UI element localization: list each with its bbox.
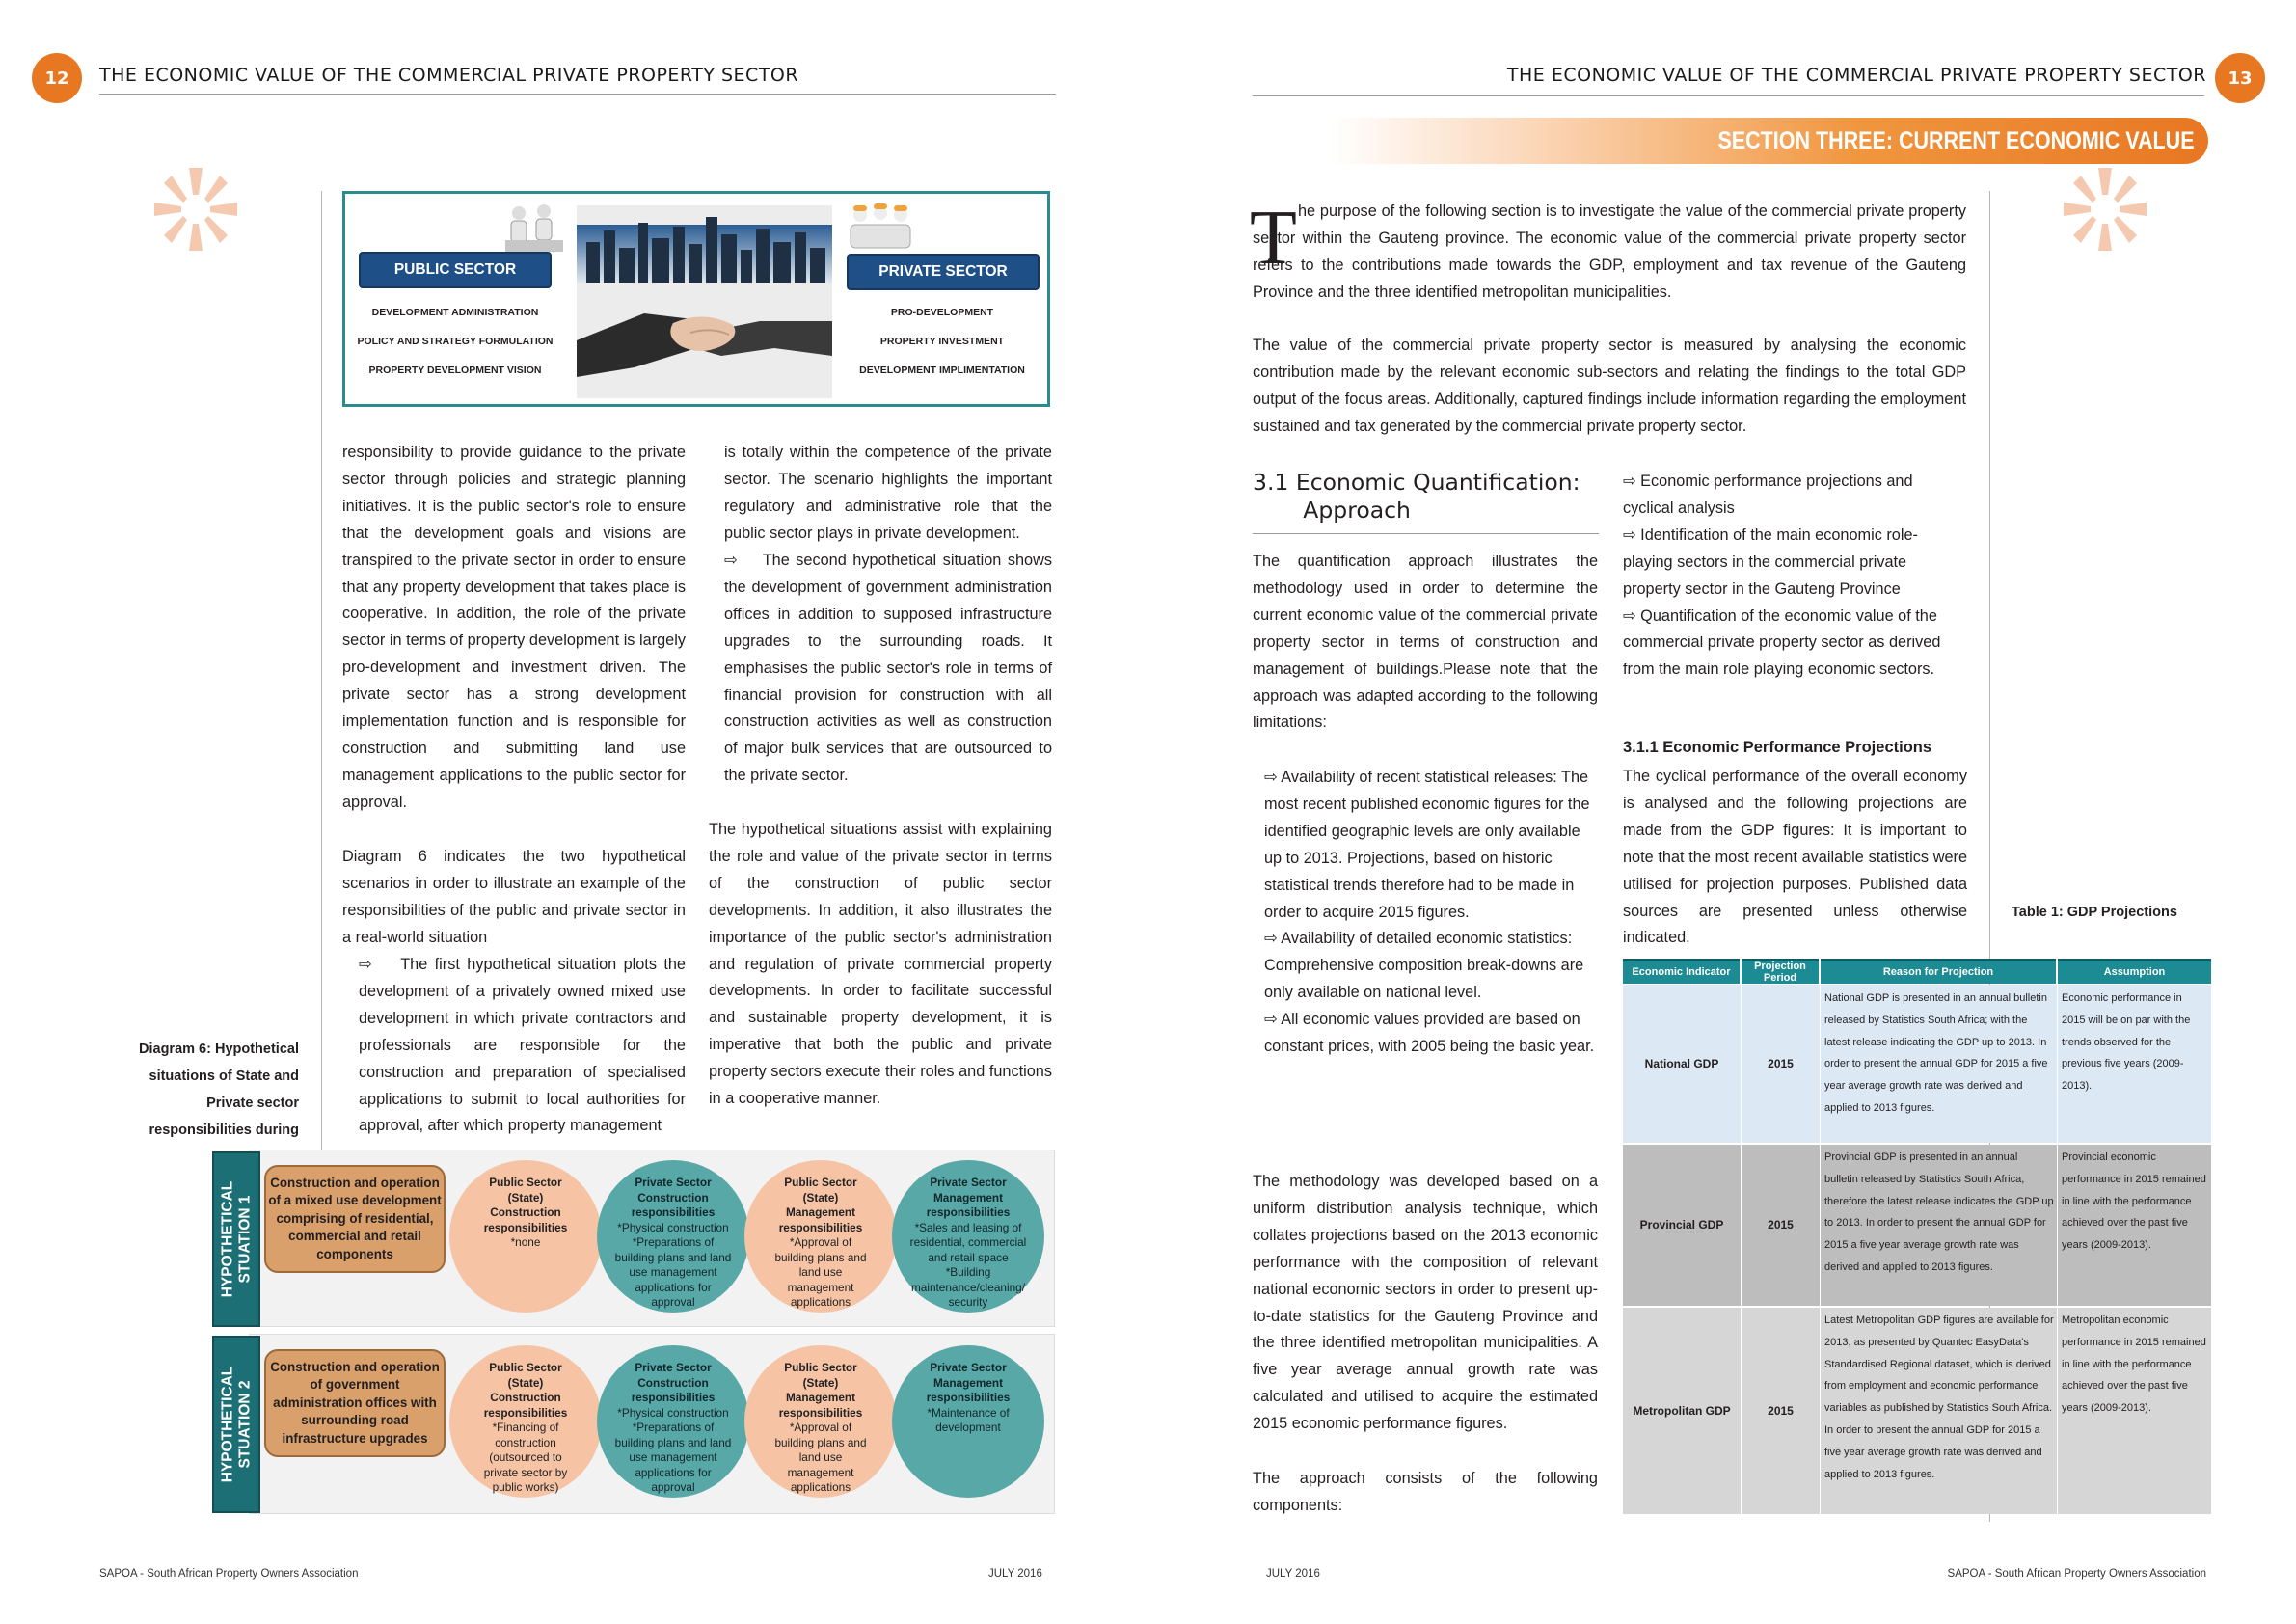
- table-cell-reason: Latest Metropolitan GDP figures are available for 2013, as presented by Quantec EasyData's Standardised Regional dataset, which is derived from employment and economic performance variables as published by Statistics South Africa. In order to present the annual GDP for 2015 a five year average growth rate was derived and applied to 2013 figures.: [1824, 1314, 2054, 1480]
- body-paragraph: The hypothetical situations assist with explaining the role and value of the private sector in terms of the construction of public sector developments. In addition, it also illustrates the importance of the public sector's administration and regulation of private commercial property developments. In order to facilitate successful and sustainable property development, it is imperative that both the public and private property sectors execute their roles and functions in a cooperative manner.: [709, 821, 1052, 1108]
- bullet-item: ⇨ The second hypothetical situation shows the development of government administration offices in addition to supposed infrastructure upgrades to the surrounding roads. It emphasises the public sector's role in terms of financial provision for construction with all construction activities as well as construction of major bulk services that are outsourced to the private sector.: [724, 552, 1052, 785]
- page-number: 13: [2215, 53, 2265, 103]
- column-divider: [321, 191, 322, 1155]
- table-title: Table 1: GDP Projections: [2012, 905, 2177, 920]
- private-sector-label: PRIVATE SECTOR: [847, 254, 1040, 290]
- table-header: Reason for Projection: [1821, 959, 2056, 984]
- header-rule: [1253, 95, 2204, 96]
- header-rule: [99, 94, 1056, 95]
- body-paragraph: responsibility to provide guidance to the private sector through policies and strategic planning initiatives. It is the public sector's role to ensure that the development goals and visions are transpired to the private sector in order to ensure that any property development that takes place is cooperative. In addition, the role of the private sector in terms of property development is largely pro-development and investment driven. The private sector has a strong development implementation function and is responsible for construction and submitting land use management applications to the public sector for approval.: [342, 444, 686, 811]
- table-cell-indicator: National GDP: [1644, 1056, 1719, 1070]
- running-header: THE ECONOMIC VALUE OF THE COMMERCIAL PRIVATE PROPERTY SECTOR: [1506, 65, 2206, 86]
- body-paragraph: is totally within the competence of the private sector. The scenario highlights the important regulatory and administrative role that the public sector plays in private development.: [724, 444, 1052, 542]
- sunburst-icon: [152, 166, 239, 253]
- public-management-circle: Public Sector (State) Management responsibilities *Approval of building plans and land use management applications: [744, 1160, 897, 1313]
- table-header: Economic Indicator: [1623, 959, 1740, 984]
- running-header: THE ECONOMIC VALUE OF THE COMMERCIAL PRIVATE PROPERTY SECTOR: [99, 65, 799, 86]
- page-number: 12: [32, 53, 82, 103]
- heading-3-1-1: 3.1.1 Economic Performance Projections: [1623, 739, 1932, 756]
- table-cell-reason: National GDP is presented in an annual bulletin released by Statistics South Africa; with the latest release indicating the GDP up to 2013. In order to present the annual GDP for 2015 a five year average growth rate was derived and applied to 2013 figures.: [1824, 992, 2048, 1114]
- private-item: DEVELOPMENT IMPLIMENTATION: [859, 365, 1025, 376]
- private-management-circle: Private Sector Management responsibilities *Maintenance of development: [892, 1345, 1044, 1498]
- public-item: POLICY AND STRATEGY FORMULATION: [357, 336, 554, 347]
- bullet-item: ⇨ The first hypothetical situation plots the development of a privately owned mixed use development in which private contractors and professionals are responsible for the construction and preparation of specialised applications to submit to local authorities for approval, after which property management: [359, 956, 686, 1135]
- footer-date: JULY 2016: [1266, 1568, 1320, 1580]
- private-construction-circle: Private Sector Construction responsibilities *Physical construction *Preparations of building plans and land use management applications for approval: [597, 1345, 749, 1498]
- diagram-caption: Diagram 6: Hypothetical situations of State and Private sector responsibilities during: [139, 1042, 299, 1138]
- body-paragraph: The value of the commercial private property sector is measured by analysing the economic contribution made by the relevant economic sub-sectors and relating the findings to the total GDP output of the focus areas. Additionally, captured findings include information regarding the employment sustained and tax generated by the commercial private property sector.: [1253, 337, 1966, 435]
- public-construction-circle: Public Sector (State) Construction responsibilities *Financing of construction (outsourced to private sector by public works): [449, 1345, 602, 1498]
- limitations-list: ⇨ Availability of recent statistical releases: The most recent published economic figures for the identified geographic levels are only available up to 2013. Projections, based on historic statistical trends therefore had to be made in order to acquire 2015 figures. ⇨ Availability of detailed economic statistics: Comprehensive composition break-downs are only available on national level. ⇨ All economic values provided are based on constant prices, with 2005 being the basic year.: [1264, 769, 1595, 1056]
- public-management-circle: Public Sector (State) Management responsibilities *Approval of building plans and land use management applications: [744, 1345, 897, 1498]
- workers-figures-icon: [847, 200, 914, 254]
- private-management-circle: Private Sector Management responsibilities *Sales and leasing of residential, commercial and retail space *Building maintenance/cleaning/ security: [892, 1160, 1044, 1313]
- private-construction-circle: Private Sector Construction responsibilities *Physical construction *Preparations of building plans and land use management applications for approval: [597, 1160, 749, 1313]
- table-grid-line: [1820, 985, 1821, 1514]
- sector-illustration: [342, 191, 1050, 407]
- body-paragraph: The approach consists of the following components:: [1253, 1470, 1598, 1514]
- private-item: PROPERTY INVESTMENT: [879, 336, 1005, 347]
- body-paragraph: The cyclical performance of the overall economy is analysed and the following projections are made from the GDP figures: It is important to note that the most recent available statistics were utilised for projection purposes. Published data sources are presented unless otherwise indicated.: [1623, 768, 1967, 947]
- footer-date: JULY 2016: [988, 1568, 1042, 1580]
- section-banner: SECTION THREE: CURRENT ECONOMIC VALUE: [1331, 118, 2208, 164]
- table-header: Assumption: [2058, 959, 2211, 984]
- situation-1-description: Construction and operation of a mixed use development comprising of residential, commercial and retail components: [264, 1165, 446, 1273]
- heading-3-1: 3.1 Economic Quantification: Approach: [1253, 469, 1580, 524]
- public-item: PROPERTY DEVELOPMENT VISION: [368, 365, 542, 376]
- heading-rule: [1253, 533, 1599, 534]
- body-paragraph: Diagram 6 indicates the two hypothetical scenarios in order to illustrate an example of the responsibilities of the public and private sector in a real-world situation: [342, 848, 686, 946]
- footer-publisher: SAPOA - South African Property Owners Association: [99, 1568, 359, 1580]
- situation-2-description: Construction and operation of government administration offices with surrounding road infrastructure upgrades: [264, 1349, 446, 1457]
- table-cell-period: 2015: [1768, 1056, 1794, 1070]
- table-cell-indicator: Metropolitan GDP: [1633, 1403, 1731, 1418]
- table-cell-assumption: Economic performance in 2015 will be on par with the trends observed for the previous five years (2009-2013).: [2062, 992, 2191, 1093]
- drop-cap: T: [1250, 196, 1297, 281]
- people-figures-icon: [501, 202, 569, 256]
- table-grid-line: [2057, 985, 2058, 1514]
- public-construction-circle: Public Sector (State) Construction responsibilities *none: [449, 1160, 602, 1313]
- situation-1-label: HYPOTHETICAL STUATION 1: [212, 1151, 260, 1327]
- situation-2-label: HYPOTHETICAL STUATION 2: [212, 1336, 260, 1513]
- sunburst-icon: [2062, 166, 2148, 253]
- table-cell-reason: Provincial GDP is presented in an annual bulletin released by Statistics South Africa, therefore the latest release indicates the GDP up to 2013. In order to present the annual GDP for 2015 a five year average growth rate was derived and applied to 2013 figures.: [1824, 1151, 2054, 1273]
- table-cell-assumption: Metropolitan economic performance in 2015 remained in line with the performance achieved over the past five years (2009-2013).: [2062, 1314, 2206, 1415]
- footer-publisher: SAPOA - South African Property Owners Association: [1947, 1568, 2206, 1580]
- table-cell-assumption: Provincial economic performance in 2015 remained in line with the performance achieved over the past five years (2009-2013).: [2062, 1151, 2206, 1252]
- components-list: ⇨ Economic performance projections and cyclical analysis ⇨ Identification of the main economic role-playing sectors in the commercial private property sector in the Gauteng Province ⇨ Quantification of the economic value of the commercial private property sector as derived from the main role playing economic sectors.: [1623, 473, 1941, 679]
- intro-paragraph: he purpose of the following section is to investigate the value of the commercial private property sector within the Gauteng province. The economic value of the commercial private property sector refers to the contributions made towards the GDP, employment and tax revenue of the Gauteng Province and the three identified metropolitan municipalities.: [1253, 203, 1966, 301]
- handshake-city-image: [577, 205, 832, 398]
- public-item: DEVELOPMENT ADMINISTRATION: [371, 307, 539, 318]
- table-cell-period: 2015: [1768, 1403, 1794, 1418]
- table-cell-period: 2015: [1768, 1218, 1794, 1232]
- body-paragraph: The methodology was developed based on a uniform distribution analysis technique, which collates projections based on the 2013 economic performance with the composition of relevant national economic sectors in order to present up-to-date statistics for the Gauteng Province and the three identified metropolitan municipalities. A five year average annual growth rate was calculated and utilised to acquire the estimated 2015 economic performance figures.: [1253, 1173, 1598, 1433]
- table-cell-indicator: Provincial GDP: [1639, 1218, 1724, 1232]
- body-paragraph: The quantification approach illustrates the methodology used in order to determine the current economic value of the commercial private property sector in terms of construction and management of buildings.Please note that the approach was adapted according to the following limitations:: [1253, 553, 1598, 732]
- private-item: PRO-DEVELOPMENT: [890, 307, 994, 318]
- public-sector-label: PUBLIC SECTOR: [359, 252, 552, 288]
- table-header: Projection Period: [1742, 959, 1819, 984]
